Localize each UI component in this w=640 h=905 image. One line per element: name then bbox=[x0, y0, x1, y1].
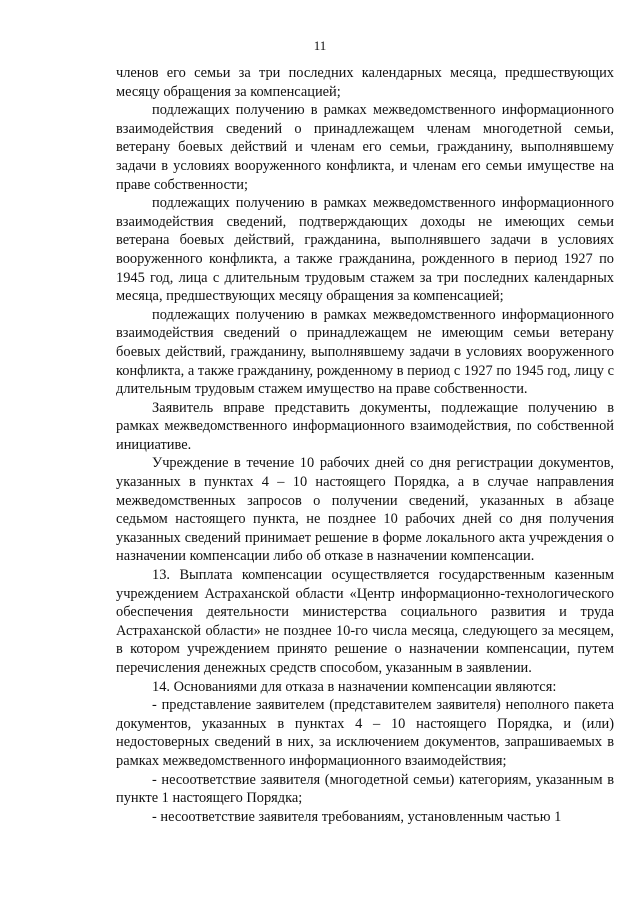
paragraph-5: Заявитель вправе представить документы, подлежащие получению в рамках межведомственного информационного взаимодействия, по собственной инициативе. bbox=[116, 399, 614, 453]
paragraph-1: членов его семьи за три последних календарных месяца, предшествующих месяцу обращения за компенсацией; bbox=[116, 65, 614, 100]
paragraph-4: подлежащих получению в рамках межведомственного информационного взаимодействия сведений о принадлежащем не имеющим семьи ветерану боевых действий, гражданину, выполнявшему задачи в условиях вооруженного конфликта, а также гражданину, рожденному в период с 1927 по 1945 год, лицу с длительным трудовым стажем имущество на праве собственности. bbox=[116, 306, 614, 398]
page-number: 11 bbox=[313, 38, 327, 53]
paragraph-3: подлежащих получению в рамках межведомственного информационного взаимодействия сведений, подтверждающих доходы не имеющих семьи ветерана боевых действий, гражданина, выполнявшего задачи в условиях вооруженного конфликта, а также гражданина, рожденного в период 1927 по 1945 год, лица с длительным трудовым стажем за три последних календарных месяца, предшествующих месяцу обращения за компенсацией; bbox=[116, 195, 614, 305]
paragraph-8: 14. Основаниями для отказа в назначении компенсации являются: bbox=[152, 678, 557, 695]
paragraph-11: - несоответствие заявителя требованиям, установленным частью 1 bbox=[152, 808, 562, 825]
paragraph-2: подлежащих получению в рамках межведомственного информационного взаимодействия сведений о принадлежащем членам многодетной семьи, ветерану боевых действий и членам его семьи, гражданину, выполнявшему задачи в условиях вооруженного конфликта, и членам его семьи имуществе на праве собственности; bbox=[116, 102, 614, 193]
paragraph-9: - представление заявителем (представителем заявителя) неполного пакета документов, указанных в пунктах 4 – 10 настоящего Порядка, и (или) недостоверных сведений в них, за исключением документов, запрашиваемых в рамках межведомственного информационного взаимодействия; bbox=[116, 697, 614, 769]
paragraph-7: 13. Выплата компенсации осуществляется государственным казенным учреждением Астраханской области «Центр информационно-технологического обеспечения деятельности министерства социального развития и труда Астраханской области» не позднее 10-го числа месяца, следующего за месяцем, в котором учреждением принято решение о назначении компенсации, путем перечисления денежных средств способом, указанным в заявлении. bbox=[116, 567, 614, 676]
paragraph-6: Учреждение в течение 10 рабочих дней со дня регистрации документов, указанных в пунктах 4 – 10 настоящего Порядка, а в случае направления межведомственных запросов о получении сведений, указанных в абзаце седьмом настоящего пункта, не позднее 10 рабочих дней со дня получения указанных сведений принимает решение в форме локального акта учреждения о назначении компенсации либо об отказе в назначении компенсации. bbox=[116, 455, 614, 565]
document-body bbox=[116, 64, 614, 826]
paragraph-10: - несоответствие заявителя (многодетной семьи) категориям, указанным в пункте 1 настоящего Порядка; bbox=[116, 771, 614, 807]
